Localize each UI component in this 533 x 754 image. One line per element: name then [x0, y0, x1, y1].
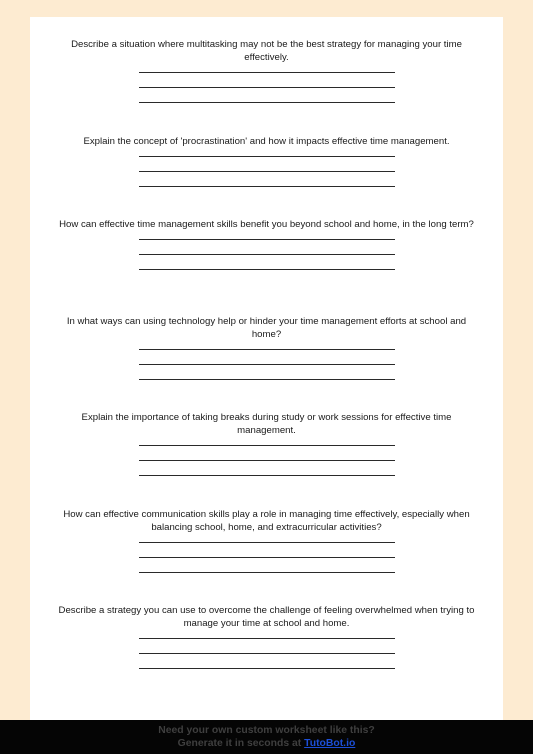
- answer-line[interactable]: [139, 156, 395, 157]
- answer-line[interactable]: [139, 638, 395, 639]
- question-text: In what ways can using technology help or hinder your time management efforts at school and home?: [66, 316, 467, 340]
- answer-line[interactable]: [139, 239, 395, 240]
- answer-line[interactable]: [139, 460, 395, 461]
- answer-line[interactable]: [139, 269, 395, 270]
- answer-line[interactable]: [139, 72, 395, 73]
- question-text: Explain the importance of taking breaks during study or work sessions for effective time management.: [81, 412, 452, 436]
- answer-lines: [30, 72, 503, 103]
- answer-line[interactable]: [139, 557, 395, 558]
- answer-line[interactable]: [139, 445, 395, 446]
- question-text: Explain the concept of 'procrastination' and how it impacts effective time management.: [83, 136, 450, 147]
- answer-lines: [30, 156, 503, 187]
- answer-lines: [30, 239, 503, 270]
- answer-line[interactable]: [139, 364, 395, 365]
- answer-line[interactable]: [139, 653, 395, 654]
- question-4: [30, 315, 503, 394]
- question-text: How can effective communication skills play a role in managing time effectively, especially when balancing school, home, and extracurricular activities?: [63, 509, 470, 533]
- answer-line[interactable]: [139, 668, 395, 669]
- answer-line[interactable]: [139, 572, 395, 573]
- question-text: Describe a strategy you can use to overcome the challenge of feeling overwhelmed when trying to manage your time at school and home.: [58, 605, 475, 629]
- question-7: [30, 604, 503, 683]
- footer-line-2: [0, 737, 533, 750]
- question-5: [30, 411, 503, 490]
- worksheet-page: [30, 17, 503, 720]
- answer-line[interactable]: [139, 171, 395, 172]
- question-2: [30, 135, 503, 201]
- answer-line[interactable]: [139, 186, 395, 187]
- tutobot-link[interactable]: TutoBot.io: [304, 738, 356, 749]
- question-text: Describe a situation where multitasking may not be the best strategy for managing your time effectively.: [71, 39, 462, 63]
- question-6: [30, 508, 503, 587]
- promo-footer: [0, 720, 533, 754]
- answer-line[interactable]: [139, 542, 395, 543]
- answer-lines: [30, 638, 503, 669]
- answer-line[interactable]: [139, 102, 395, 103]
- question-1: [30, 38, 503, 117]
- answer-line[interactable]: [139, 475, 395, 476]
- footer-line-1: Need your own custom worksheet like this?: [158, 725, 375, 736]
- answer-lines: [30, 542, 503, 573]
- footer-line-2-prefix: Generate it in seconds at: [177, 738, 305, 749]
- answer-line[interactable]: [139, 379, 395, 380]
- answer-lines: [30, 349, 503, 380]
- answer-line[interactable]: [139, 87, 395, 88]
- question-text: How can effective time management skills benefit you beyond school and home, in the long term?: [59, 219, 474, 230]
- answer-line[interactable]: [139, 349, 395, 350]
- answer-lines: [30, 445, 503, 476]
- question-3: [30, 218, 503, 284]
- answer-line[interactable]: [139, 254, 395, 255]
